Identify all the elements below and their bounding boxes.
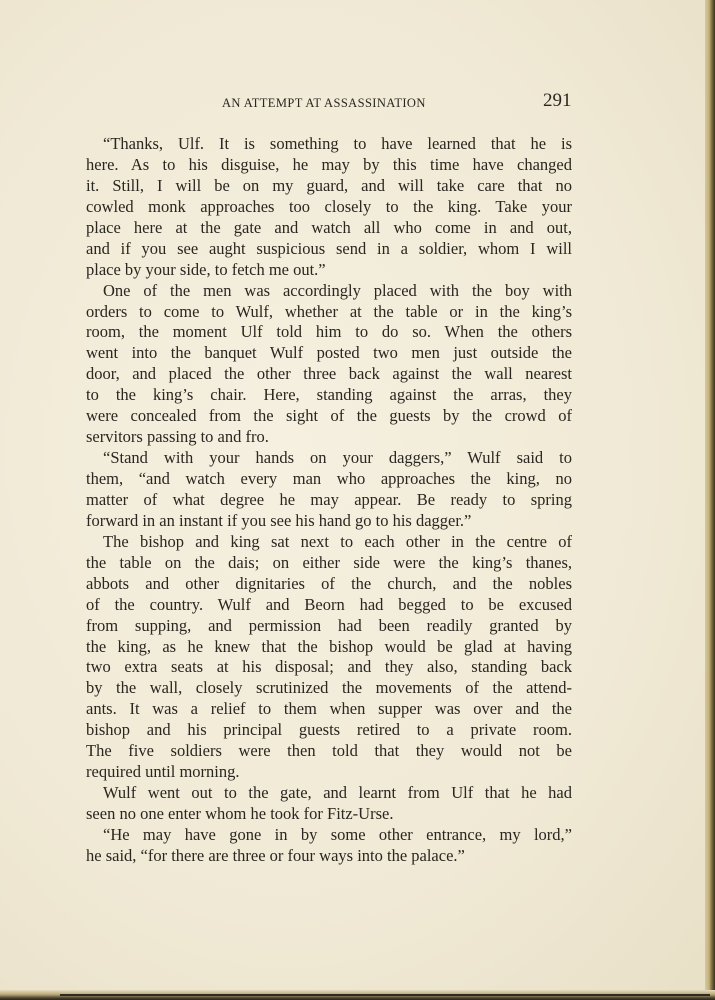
text-line: place here at the gate and watch all who come in and out, [86,217,572,237]
text-line: servitors passing to and fro. [86,427,269,447]
text-line: them, “and watch every man who approaches the king, no [86,469,572,488]
text-line: bishop and his principal guests retired to a private room. [86,720,572,740]
text-line: the king, as he knew that the bishop would be glad at having [86,636,572,656]
text-line: place by your side, to fetch me out.” [86,259,326,279]
text-line: by the wall, closely scrutinized the movements of the attend- [86,678,572,698]
page-edge-bottom-line [60,994,710,996]
page-number: 291 [543,90,572,111]
page-edge-right [705,0,715,1000]
text-line: it. Still, I will be on my guard, and will take care that no [86,175,572,195]
text-line: “He may have gone in by some other entrance, my lord,” [103,824,572,844]
text-line: required until morning. [86,762,240,782]
text-line: door, and placed the other three back against the wall nearest [86,364,572,384]
text-line: “Stand with your hands on your daggers,” Wulf said to [103,448,572,468]
text-line: cowled monk approaches too closely to the king. Take your [86,196,572,216]
text-line: One of the men was accordingly placed with the boy with [103,280,572,300]
text-line: from supping, and permission had been readily granted by [86,615,572,635]
text-line: ants. It was a relief to them when supper was over and the [86,699,572,719]
text-line: the table on the dais; on either side were the king’s thanes, [86,552,572,572]
running-title: AN ATTEMPT AT ASSASSINATION [222,96,426,110]
text-line: Wulf went out to the gate, and learnt from Ulf that he had [103,783,572,803]
text-line: orders to come to Wulf, whether at the table or in the king’s [86,301,572,321]
text-line: to the king’s chair. Here, standing against the arras, they [86,385,572,405]
text-line: he said, “for there are three or four ways into the palace.” [86,845,465,865]
text-line: The five soldiers were then told that they would not be [86,741,572,761]
text-line: here. As to his disguise, he may by this time have changed [86,154,572,174]
text-line: “Thanks, Ulf. It is something to have learned that he is [103,134,572,153]
text-line: were concealed from the sight of the guests by the crowd of [86,406,572,426]
text-line: room, the moment Ulf told him to do so. When the others [86,322,572,342]
text-line: abbots and other dignitaries of the church, and the nobles [86,573,572,593]
text-line: forward in an instant if you see his hand go to his dagger.” [86,510,472,530]
text-line: two extra seats at his disposal; and they also, standing back [86,657,572,677]
text-line: seen no one enter whom he took for Fitz-Urse. [86,804,394,823]
body-text [86,134,572,867]
text-line: of the country. Wulf and Beorn had begged to be excused [86,594,572,614]
text-line: and if you see aught suspicious send in a soldier, whom I will [86,238,572,258]
text-line: went into the banquet Wulf posted two men just outside the [86,343,572,363]
text-line: The bishop and king sat next to each other in the centre of [103,531,572,551]
page-header [0,90,715,117]
text-line: matter of what degree he may appear. Be ready to spring [86,489,572,509]
